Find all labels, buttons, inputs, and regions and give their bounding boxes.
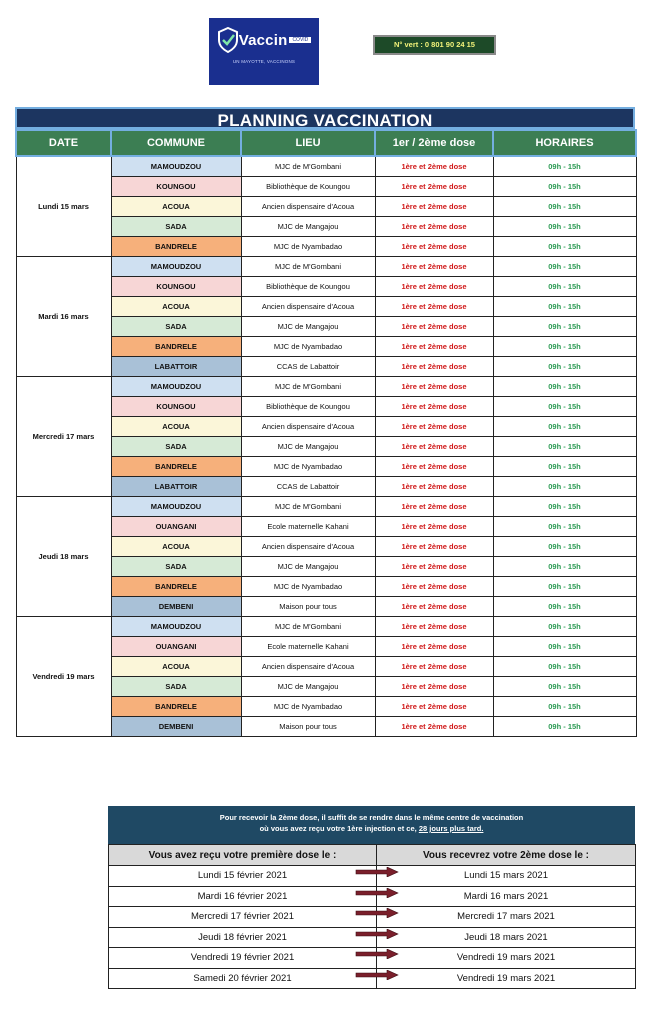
planning-section	[15, 107, 635, 737]
dose-cell: 1ère et 2ème dose	[375, 457, 493, 477]
commune-cell: BANDRELE	[111, 337, 241, 357]
commune-cell: KOUNGOU	[111, 397, 241, 417]
commune-cell: KOUNGOU	[111, 277, 241, 297]
dose-cell: 1ère et 2ème dose	[375, 677, 493, 697]
col-header-lieu: LIEU	[241, 130, 375, 156]
commune-cell: BANDRELE	[111, 697, 241, 717]
commune-cell: MAMOUDZOU	[111, 257, 241, 277]
hours-cell: 09h - 15h	[493, 317, 636, 337]
dose-cell: 1ère et 2ème dose	[375, 637, 493, 657]
col-header-second-dose: Vous recevrez votre 2ème dose le :	[377, 845, 636, 866]
lieu-cell: CCAS de Labattoir	[241, 477, 375, 497]
commune-cell: MAMOUDZOU	[111, 497, 241, 517]
second-dose-section	[108, 806, 635, 989]
col-header-date: DATE	[16, 130, 111, 156]
hours-cell: 09h - 15h	[493, 337, 636, 357]
dose-cell: 1ère et 2ème dose	[375, 697, 493, 717]
commune-cell: MAMOUDZOU	[111, 617, 241, 637]
commune-cell: SADA	[111, 437, 241, 457]
second-dose-date: Jeudi 18 mars 2021	[377, 927, 636, 948]
lieu-cell: MJC de Mangajou	[241, 557, 375, 577]
second-dose-date: Mardi 16 mars 2021	[377, 886, 636, 907]
dose-cell: 1ère et 2ème dose	[375, 277, 493, 297]
lieu-cell: Ecole maternelle Kahani	[241, 637, 375, 657]
planning-row	[16, 257, 636, 277]
hours-cell: 09h - 15h	[493, 537, 636, 557]
commune-cell: OUANGANI	[111, 517, 241, 537]
hours-cell: 09h - 15h	[493, 677, 636, 697]
dose-cell: 1ère et 2ème dose	[375, 617, 493, 637]
hours-cell: 09h - 15h	[493, 177, 636, 197]
commune-cell: DEMBENI	[111, 717, 241, 737]
second-dose-table	[108, 844, 636, 989]
hours-cell: 09h - 15h	[493, 597, 636, 617]
first-dose-date: Mardi 16 février 2021	[109, 886, 377, 907]
second-dose-row	[109, 866, 636, 887]
day-date-cell: Mardi 16 mars	[16, 257, 111, 377]
hours-cell: 09h - 15h	[493, 397, 636, 417]
commune-cell: SADA	[111, 217, 241, 237]
hours-cell: 09h - 15h	[493, 617, 636, 637]
lieu-cell: MJC de Mangajou	[241, 437, 375, 457]
dose-cell: 1ère et 2ème dose	[375, 257, 493, 277]
lieu-cell: Ancien dispensaire d'Acoua	[241, 417, 375, 437]
lieu-cell: MJC de Nyambadao	[241, 697, 375, 717]
first-dose-date: Jeudi 18 février 2021	[109, 927, 377, 948]
lieu-cell: Bibliothèque de Koungou	[241, 277, 375, 297]
shield-check-icon	[217, 27, 239, 53]
lieu-cell: MJC de M'Gombani	[241, 257, 375, 277]
commune-cell: KOUNGOU	[111, 177, 241, 197]
commune-cell: ACOUA	[111, 197, 241, 217]
col-header-horaires: HORAIRES	[493, 130, 636, 156]
commune-cell: BANDRELE	[111, 577, 241, 597]
lieu-cell: MJC de Mangajou	[241, 217, 375, 237]
second-dose-date: Mercredi 17 mars 2021	[377, 907, 636, 928]
second-dose-row	[109, 886, 636, 907]
second-dose-row	[109, 948, 636, 969]
hours-cell: 09h - 15h	[493, 577, 636, 597]
second-dose-header-row	[109, 845, 636, 866]
dose-cell: 1ère et 2ème dose	[375, 317, 493, 337]
hours-cell: 09h - 15h	[493, 297, 636, 317]
second-dose-date: Vendredi 19 mars 2021	[377, 968, 636, 989]
col-header-commune: COMMUNE	[111, 130, 241, 156]
note-underlined-delay: 28 jours plus tard.	[418, 824, 484, 833]
lieu-cell: MJC de Nyambadao	[241, 577, 375, 597]
planning-title: PLANNING VACCINATION	[15, 107, 635, 129]
hours-cell: 09h - 15h	[493, 517, 636, 537]
lieu-cell: Maison pour tous	[241, 597, 375, 617]
commune-cell: OUANGANI	[111, 637, 241, 657]
dose-cell: 1ère et 2ème dose	[375, 417, 493, 437]
commune-cell: BANDRELE	[111, 457, 241, 477]
lieu-cell: MJC de Nyambadao	[241, 457, 375, 477]
note-line-2-text: où vous avez reçu votre 1ère injection et ce,	[259, 824, 419, 833]
hours-cell: 09h - 15h	[493, 477, 636, 497]
dose-cell: 1ère et 2ème dose	[375, 597, 493, 617]
hours-cell: 09h - 15h	[493, 657, 636, 677]
hours-cell: 09h - 15h	[493, 417, 636, 437]
hours-cell: 09h - 15h	[493, 197, 636, 217]
commune-cell: MAMOUDZOU	[111, 156, 241, 177]
hours-cell: 09h - 15h	[493, 237, 636, 257]
vaccin-covid-logo	[209, 18, 319, 85]
lieu-cell: MJC de M'Gombani	[241, 617, 375, 637]
commune-cell: ACOUA	[111, 297, 241, 317]
hotline-number: N° vert : 0 801 90 24 15	[373, 35, 496, 55]
dose-cell: 1ère et 2ème dose	[375, 397, 493, 417]
planning-row	[16, 497, 636, 517]
commune-cell: ACOUA	[111, 657, 241, 677]
dose-cell: 1ère et 2ème dose	[375, 337, 493, 357]
dose-cell: 1ère et 2ème dose	[375, 377, 493, 397]
first-dose-date: Samedi 20 février 2021	[109, 968, 377, 989]
lieu-cell: MJC de M'Gombani	[241, 497, 375, 517]
logo-subtext: COVID	[289, 37, 311, 43]
dose-cell: 1ère et 2ème dose	[375, 297, 493, 317]
planning-table	[15, 129, 637, 737]
dose-cell: 1ère et 2ème dose	[375, 217, 493, 237]
note-line-1: Pour recevoir la 2ème dose, il suffit de se rendre dans le même centre de vaccination	[219, 813, 524, 822]
commune-cell: LABATTOIR	[111, 357, 241, 377]
second-dose-date: Lundi 15 mars 2021	[377, 866, 636, 887]
second-dose-note	[108, 806, 635, 844]
dose-cell: 1ère et 2ème dose	[375, 177, 493, 197]
lieu-cell: Ancien dispensaire d'Acoua	[241, 657, 375, 677]
hours-cell: 09h - 15h	[493, 437, 636, 457]
logo-tagline: UN MAYOTTE, VACCINONS	[232, 59, 296, 64]
dose-cell: 1ère et 2ème dose	[375, 557, 493, 577]
lieu-cell: MJC de Nyambadao	[241, 237, 375, 257]
planning-row	[16, 617, 636, 637]
commune-cell: SADA	[111, 317, 241, 337]
commune-cell: BANDRELE	[111, 237, 241, 257]
day-date-cell: Lundi 15 mars	[16, 156, 111, 257]
second-dose-row	[109, 927, 636, 948]
second-dose-body	[109, 866, 636, 989]
dose-cell: 1ère et 2ème dose	[375, 517, 493, 537]
commune-cell: ACOUA	[111, 417, 241, 437]
hours-cell: 09h - 15h	[493, 457, 636, 477]
dose-cell: 1ère et 2ème dose	[375, 197, 493, 217]
day-date-cell: Vendredi 19 mars	[16, 617, 111, 737]
lieu-cell: Bibliothèque de Koungou	[241, 177, 375, 197]
hours-cell: 09h - 15h	[493, 156, 636, 177]
hours-cell: 09h - 15h	[493, 497, 636, 517]
hours-cell: 09h - 15h	[493, 257, 636, 277]
col-header-first-dose: Vous avez reçu votre première dose le :	[109, 845, 377, 866]
first-dose-date: Mercredi 17 février 2021	[109, 907, 377, 928]
logo-text: Vaccin	[238, 31, 288, 49]
lieu-cell: Ecole maternelle Kahani	[241, 517, 375, 537]
commune-cell: LABATTOIR	[111, 477, 241, 497]
hours-cell: 09h - 15h	[493, 717, 636, 737]
lieu-cell: CCAS de Labattoir	[241, 357, 375, 377]
day-date-cell: Mercredi 17 mars	[16, 377, 111, 497]
second-dose-row	[109, 968, 636, 989]
dose-cell: 1ère et 2ème dose	[375, 577, 493, 597]
lieu-cell: Ancien dispensaire d'Acoua	[241, 297, 375, 317]
planning-row	[16, 156, 636, 177]
first-dose-date: Vendredi 19 février 2021	[109, 948, 377, 969]
lieu-cell: MJC de Nyambadao	[241, 337, 375, 357]
planning-body	[16, 156, 636, 737]
col-header-dose: 1er / 2ème dose	[375, 130, 493, 156]
lieu-cell: Ancien dispensaire d'Acoua	[241, 537, 375, 557]
dose-cell: 1ère et 2ème dose	[375, 537, 493, 557]
commune-cell: MAMOUDZOU	[111, 377, 241, 397]
lieu-cell: MJC de M'Gombani	[241, 156, 375, 177]
hours-cell: 09h - 15h	[493, 637, 636, 657]
commune-cell: DEMBENI	[111, 597, 241, 617]
dose-cell: 1ère et 2ème dose	[375, 497, 493, 517]
lieu-cell: Maison pour tous	[241, 717, 375, 737]
hours-cell: 09h - 15h	[493, 377, 636, 397]
hours-cell: 09h - 15h	[493, 217, 636, 237]
dose-cell: 1ère et 2ème dose	[375, 477, 493, 497]
planning-row	[16, 377, 636, 397]
lieu-cell: MJC de Mangajou	[241, 677, 375, 697]
first-dose-date: Lundi 15 février 2021	[109, 866, 377, 887]
hours-cell: 09h - 15h	[493, 697, 636, 717]
hours-cell: 09h - 15h	[493, 557, 636, 577]
dose-cell: 1ère et 2ème dose	[375, 717, 493, 737]
dose-cell: 1ère et 2ème dose	[375, 657, 493, 677]
lieu-cell: Ancien dispensaire d'Acoua	[241, 197, 375, 217]
commune-cell: ACOUA	[111, 537, 241, 557]
planning-header-row	[16, 130, 636, 156]
dose-cell: 1ère et 2ème dose	[375, 437, 493, 457]
commune-cell: SADA	[111, 677, 241, 697]
lieu-cell: MJC de M'Gombani	[241, 377, 375, 397]
second-dose-row	[109, 907, 636, 928]
commune-cell: SADA	[111, 557, 241, 577]
dose-cell: 1ère et 2ème dose	[375, 237, 493, 257]
second-dose-date: Vendredi 19 mars 2021	[377, 948, 636, 969]
note-line-2	[108, 823, 635, 834]
lieu-cell: Bibliothèque de Koungou	[241, 397, 375, 417]
lieu-cell: MJC de Mangajou	[241, 317, 375, 337]
hours-cell: 09h - 15h	[493, 357, 636, 377]
hours-cell: 09h - 15h	[493, 277, 636, 297]
dose-cell: 1ère et 2ème dose	[375, 156, 493, 177]
dose-cell: 1ère et 2ème dose	[375, 357, 493, 377]
day-date-cell: Jeudi 18 mars	[16, 497, 111, 617]
